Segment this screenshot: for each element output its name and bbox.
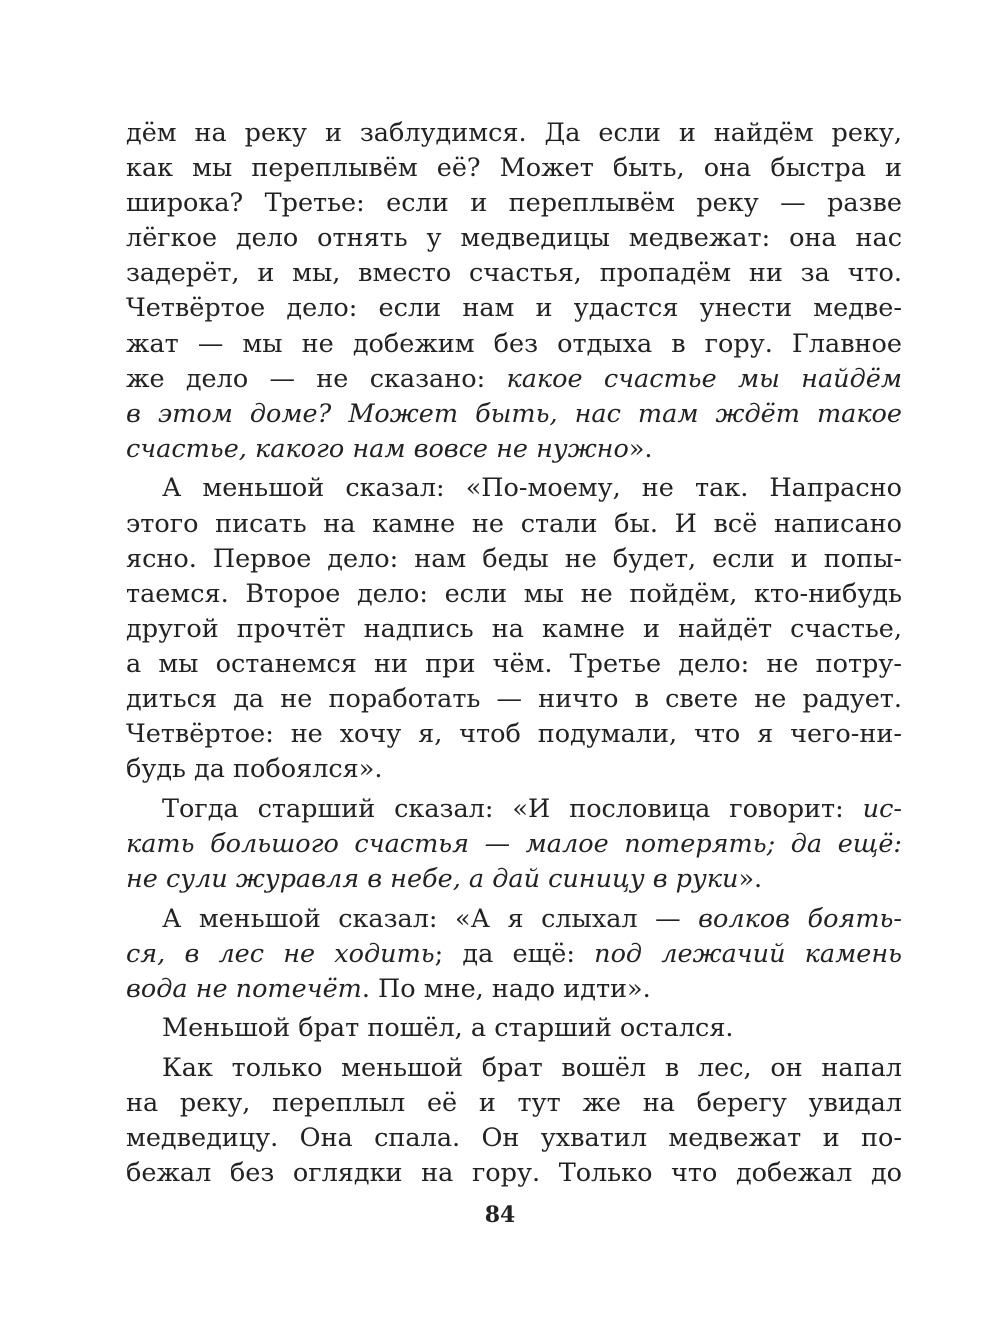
text-span: этого писать на камне не стали бы. И всё написано bbox=[126, 508, 902, 539]
text-span: Тогда старший сказал: «И пословица говорит: bbox=[162, 793, 863, 824]
text-span: широка? Третье: если и переплывём реку — разве bbox=[126, 188, 902, 219]
text-span: А меньшой сказал: «А я слыхал — bbox=[162, 903, 699, 934]
text-span: Четвёртое: не хочу я, чтоб подумали, что я чего-ни- bbox=[126, 719, 902, 750]
text-line bbox=[126, 116, 902, 151]
italic-text: вода не потечёт bbox=[126, 973, 362, 1004]
text-span: задерёт, и мы, вместо счастья, пропадём ни за что. bbox=[126, 258, 902, 289]
text-span: ясно. Первое дело: нам беды не будет, если и попы- bbox=[126, 543, 902, 574]
italic-text: счастье, какого нам вовсе не нужно bbox=[126, 433, 629, 464]
text-line bbox=[126, 291, 902, 326]
text-line bbox=[126, 1121, 902, 1156]
text-line bbox=[126, 327, 902, 362]
text-span: ». bbox=[738, 863, 763, 894]
text-line bbox=[126, 362, 902, 397]
text-span: будь да побоялся». bbox=[126, 754, 383, 785]
text-line bbox=[126, 972, 902, 1007]
text-line bbox=[126, 902, 902, 937]
text-span: Как только меньшой брат вошёл в лес, он напал bbox=[162, 1052, 902, 1083]
text-line bbox=[126, 542, 902, 577]
text-line bbox=[126, 151, 902, 186]
text-line bbox=[126, 1156, 902, 1191]
text-span: ; да ещё: bbox=[434, 938, 595, 969]
text-line bbox=[126, 221, 902, 256]
text-line bbox=[126, 432, 902, 467]
text-line bbox=[126, 827, 902, 862]
text-span: медведицу. Она спала. Он ухватил медвежат и по- bbox=[126, 1123, 902, 1154]
text-line bbox=[126, 1051, 902, 1086]
text-span: А меньшой сказал: «По-моему, не так. Напрасно bbox=[162, 473, 902, 504]
text-span: же дело — не сказано: bbox=[126, 363, 507, 394]
paragraph bbox=[126, 471, 902, 787]
italic-text: кать большого счастья — малое потерять; да ещё: bbox=[126, 828, 902, 859]
text-span: на реку, переплыл её и тут же на берегу увидал bbox=[126, 1088, 902, 1119]
text-span: таемся. Второе дело: если мы не пойдём, кто-нибудь bbox=[126, 578, 902, 609]
page-text bbox=[126, 116, 902, 1196]
text-line bbox=[126, 612, 902, 647]
text-line bbox=[126, 682, 902, 717]
text-line bbox=[126, 1011, 902, 1046]
italic-text: не сули журавля в небе, а дай синицу в руки bbox=[126, 863, 739, 894]
text-line bbox=[126, 397, 902, 432]
text-line bbox=[126, 507, 902, 542]
text-line bbox=[126, 471, 902, 506]
italic-text: ис- bbox=[862, 793, 902, 824]
italic-text: ся, в лес не ходить bbox=[126, 938, 435, 969]
paragraph bbox=[126, 116, 902, 467]
italic-text: какое счастье мы найдём bbox=[506, 363, 902, 394]
text-line bbox=[126, 1086, 902, 1121]
text-span: Меньшой брат пошёл, а старший остался. bbox=[162, 1013, 734, 1044]
text-line bbox=[126, 752, 902, 787]
text-line bbox=[126, 647, 902, 682]
text-line bbox=[126, 792, 902, 827]
text-span: Четвёртое дело: если нам и удастся унести медве- bbox=[126, 293, 902, 324]
text-span: бежал без оглядки на гору. Только что добежал до bbox=[126, 1158, 902, 1189]
text-line bbox=[126, 937, 902, 972]
text-line bbox=[126, 256, 902, 291]
paragraph bbox=[126, 792, 902, 897]
text-line bbox=[126, 717, 902, 752]
text-span: ». bbox=[628, 433, 653, 464]
text-span: дём на реку и заблудимся. Да если и найдём реку, bbox=[126, 118, 902, 148]
text-span: другой прочтёт надпись на камне и найдёт счастье, bbox=[126, 613, 902, 644]
text-line bbox=[126, 577, 902, 612]
paragraph bbox=[126, 1011, 902, 1046]
text-span: жат — мы не добежим без отдыха в гору. Главное bbox=[126, 328, 902, 359]
italic-text: под лежачий камень bbox=[594, 938, 902, 969]
italic-text: в этом доме? Может быть, нас там ждёт такое bbox=[126, 398, 902, 429]
text-span: диться да не поработать — ничто в свете не радует. bbox=[126, 684, 902, 714]
text-span: лёгкое дело отнять у медведицы медвежат: она нас bbox=[126, 223, 902, 254]
paragraph bbox=[126, 1051, 902, 1191]
text-line bbox=[126, 186, 902, 221]
paragraph bbox=[126, 902, 902, 1007]
italic-text: волков боять- bbox=[698, 903, 903, 934]
text-line bbox=[126, 862, 902, 897]
text-span: . По мне, надо идти». bbox=[361, 973, 651, 1004]
text-span: а мы останемся ни при чём. Третье дело: не потру- bbox=[126, 648, 902, 679]
text-span: как мы переплывём её? Может быть, она быстра и bbox=[126, 153, 902, 184]
page-number: 84 bbox=[484, 1202, 516, 1228]
